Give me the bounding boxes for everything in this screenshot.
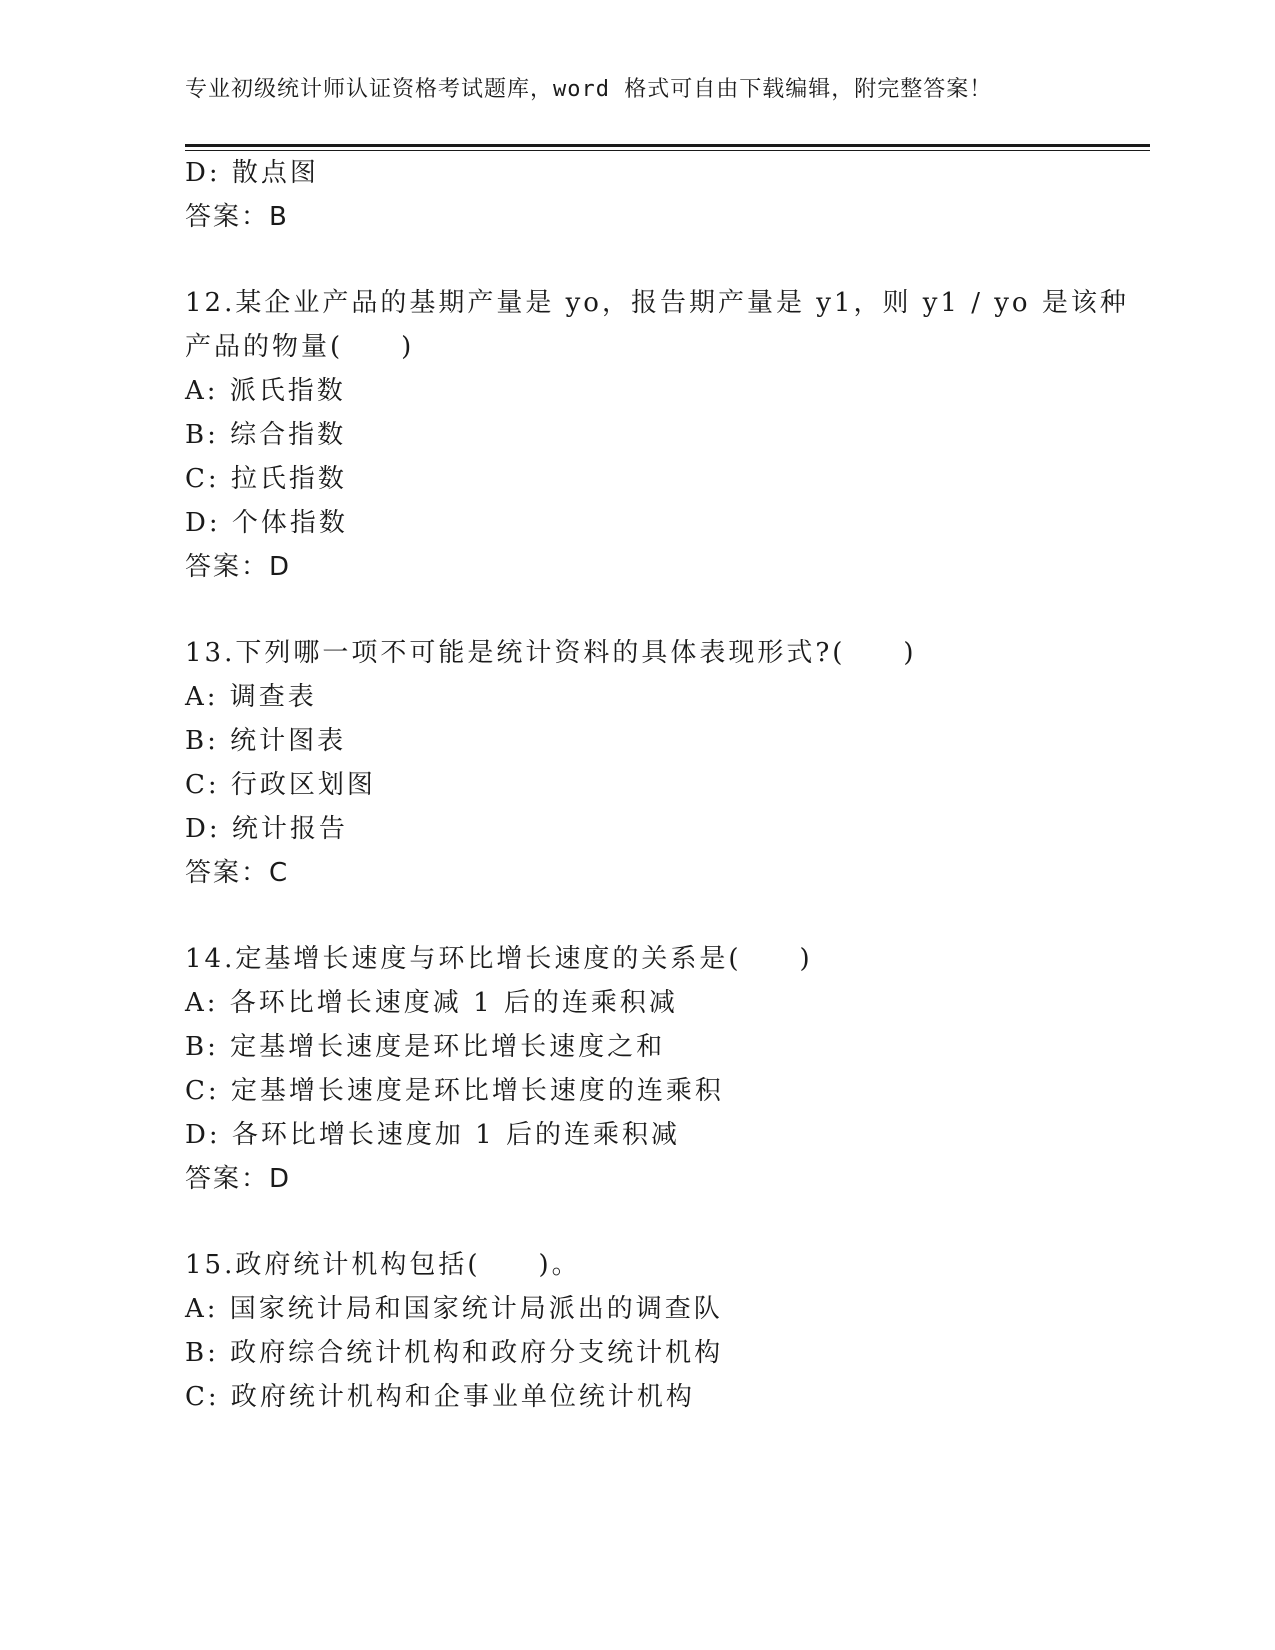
question-14-stem: 14.定基增长速度与环比增长速度的关系是( )	[185, 944, 813, 974]
question-12-stem-cont: 产品的物量( )	[185, 332, 415, 362]
option-d: D: 散点图	[185, 158, 319, 188]
question-13-option-b: B: 统计图表	[185, 726, 347, 756]
question-14-answer: 答案：D	[185, 1164, 292, 1194]
question-13-option-c: C: 行政区划图	[185, 770, 376, 800]
question-13-option-d: D: 统计报告	[185, 814, 348, 844]
question-13-answer: 答案：C	[185, 858, 290, 888]
question-15-option-c: C: 政府统计机构和企事业单位统计机构	[185, 1382, 695, 1412]
question-14-option-a: A: 各环比增长速度减 1 后的连乘积减	[185, 988, 678, 1018]
question-15-option-b: B: 政府综合统计机构和政府分支统计机构	[185, 1338, 724, 1368]
question-12-stem: 12.某企业产品的基期产量是 yo，报告期产量是 y1，则 y1 / yo 是该种	[185, 288, 1129, 318]
question-15-stem: 15.政府统计机构包括( )。	[185, 1250, 581, 1280]
question-12-option-d: D: 个体指数	[185, 508, 348, 538]
header-rule-thick	[185, 144, 1150, 147]
question-14-option-b: B: 定基增长速度是环比增长速度之和	[185, 1032, 666, 1062]
question-13-stem: 13.下列哪一项不可能是统计资料的具体表现形式?( )	[185, 638, 917, 668]
question-13-option-a: A: 调查表	[185, 682, 317, 712]
question-14-option-c: C: 定基增长速度是环比增长速度的连乘积	[185, 1076, 724, 1106]
question-15-option-a: A: 国家统计局和国家统计局派出的调查队	[185, 1294, 723, 1324]
header-rule-thin	[185, 150, 1150, 151]
question-12-answer: 答案：D	[185, 552, 292, 582]
question-12-option-b: B: 综合指数	[185, 420, 347, 450]
question-14-option-d: D: 各环比增长速度加 1 后的连乘积减	[185, 1120, 680, 1150]
question-12-option-a: A: 派氏指数	[185, 376, 346, 406]
answer-line: 答案：B	[185, 202, 289, 232]
header-title: 专业初级统计师认证资格考试题库，word 格式可自由下载编辑，附完整答案！	[185, 77, 993, 102]
question-12-option-c: C: 拉氏指数	[185, 464, 347, 494]
